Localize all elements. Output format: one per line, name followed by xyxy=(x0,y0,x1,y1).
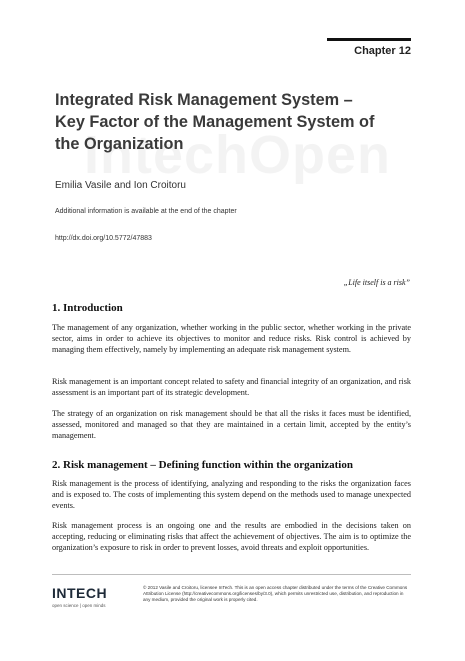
authors: Emilia Vasile and Ion Croitoru xyxy=(55,180,186,191)
chapter-rule xyxy=(327,38,411,41)
footer-divider xyxy=(52,574,411,575)
title-line: Key Factor of the Management System of xyxy=(55,113,375,131)
title-line: the Organization xyxy=(55,135,184,153)
epigraph: „Life itself is a risk” xyxy=(343,278,410,287)
section-heading-risk-management: 2. Risk management – Defining function within the organization xyxy=(52,459,353,471)
paragraph: Risk management is an important concept related to safety and financial integrity of an organization, and risk assessment is an important part of its strategic development. xyxy=(52,377,411,397)
paragraph: Risk management is the process of identifying, analyzing and responding to the risks the organization faces and is exposed to. The costs of implementing this system depend on the methods used to manage unexpected events. xyxy=(52,479,411,510)
additional-info: Additional information is available at the end of the chapter xyxy=(55,208,237,215)
paragraph: Risk management process is an ongoing one and the results are embodied in the decisions taken on accepting, reducing or eliminating risks that affect the achievement of objectives. The aim is to optimize the organization’s exposure to risk in order to prevent losses, avoid threats and exploit opportunities. xyxy=(52,521,411,552)
title-line: Integrated Risk Management System – xyxy=(55,91,353,109)
chapter-label: Chapter 12 xyxy=(354,45,411,57)
section-heading-introduction: 1. Introduction xyxy=(52,302,123,314)
paragraph: The management of any organization, whether working in the public sector, whether working in the private sector, aims in order to achieve its objectives to monitor and reduce risks. Risk control is achieved by managing them effectively, namely by implementing an adequate risk management system. xyxy=(52,323,411,354)
doi-link[interactable]: http://dx.doi.org/10.5772/47883 xyxy=(55,235,152,242)
chapter-title xyxy=(55,89,375,155)
logo-tagline: open science | open minds xyxy=(52,603,106,608)
intech-logo: INTECH xyxy=(52,585,108,601)
paragraph: The strategy of an organization on risk management should be that all the risks it faces must be identified, assessed, monitored and managed so that they are maintained in a certain limit, accepted by the entity’s management. xyxy=(52,409,411,440)
license-text: © 2012 Vasile and Croitoru, licensee InTech. This is an open access chapter distributed under the terms of the Creative Commons Attribution License (http://creativecommons.org/licenses/by/3.0), which permits unrestricted use, distribution, and reproduction in any medium, provided the original work is properly cited. xyxy=(143,585,408,603)
